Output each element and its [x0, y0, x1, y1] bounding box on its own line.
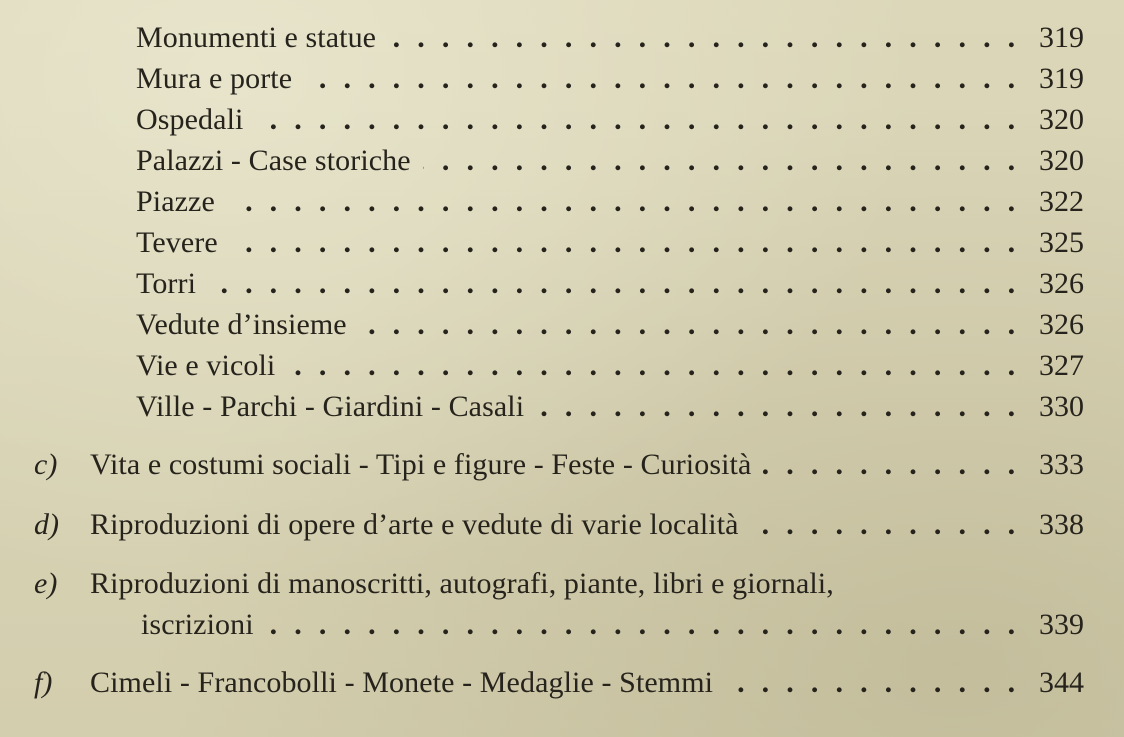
entry-title: Ville - Parchi - Giardini - Casali — [136, 390, 525, 423]
toc-entry — [136, 266, 1084, 302]
page-number: 338 — [1039, 508, 1084, 541]
section-title: Cimeli - Francobolli - Monete - Medaglie - Stemmi — [90, 666, 714, 699]
section-title: Riproduzioni di manoscritti, autografi, piante, libri e giornali, — [90, 567, 834, 600]
toc-entry — [136, 225, 1084, 261]
page-number: 326 — [1039, 267, 1084, 300]
toc-entry — [136, 102, 1084, 138]
entry-title: Palazzi - Case storiche — [136, 144, 411, 177]
page-number: 320 — [1039, 103, 1084, 136]
toc-entry — [136, 348, 1084, 384]
entry-title: Monumenti e statue — [136, 21, 377, 54]
dot-leader — [230, 225, 1020, 261]
toc-section-f — [34, 665, 1084, 701]
section-letter: d) — [34, 508, 59, 541]
toc-entry — [136, 143, 1084, 179]
toc-entry — [136, 307, 1084, 343]
dot-leader — [266, 607, 1020, 643]
toc-entry — [136, 389, 1084, 425]
entry-title: Torri — [136, 267, 197, 300]
toc-section-d — [34, 507, 1084, 543]
toc-section-e-continuation — [141, 607, 1084, 643]
dot-leader — [208, 266, 1020, 302]
section-title-continuation: iscrizioni — [141, 608, 254, 641]
section-letter: e) — [34, 567, 58, 600]
toc-section-c — [34, 447, 1084, 483]
page-number: 320 — [1039, 144, 1084, 177]
toc-entry — [136, 20, 1084, 56]
section-title: Vita e costumi sociali - Tipi e figure - Feste - Curiosità — [90, 448, 752, 481]
entry-title: Mura e porte — [136, 62, 293, 95]
page-number: 325 — [1039, 226, 1084, 259]
dot-leader — [423, 143, 1020, 179]
page-number: 327 — [1039, 349, 1084, 382]
dot-leader — [304, 61, 1020, 97]
entry-title: Ospedali — [136, 103, 244, 136]
page-number: 319 — [1039, 62, 1084, 95]
page-number: 319 — [1039, 21, 1084, 54]
dot-leader — [388, 20, 1020, 56]
section-letter: f) — [34, 666, 53, 699]
dot-leader — [763, 447, 1020, 483]
dot-leader — [751, 507, 1020, 543]
section-title: Riproduzioni di opere d’arte e vedute di varie località — [90, 508, 739, 541]
page-number: 326 — [1039, 308, 1084, 341]
toc-entry — [136, 184, 1084, 220]
page-number: 330 — [1039, 390, 1084, 423]
page-number: 344 — [1039, 666, 1084, 699]
page-number: 322 — [1039, 185, 1084, 218]
entry-title: Piazze — [136, 185, 215, 218]
toc-entry — [136, 61, 1084, 97]
page-number: 339 — [1039, 608, 1084, 641]
toc-section-e — [34, 566, 1084, 602]
dot-leader — [359, 307, 1020, 343]
page-number: 333 — [1039, 448, 1084, 481]
dot-leader — [725, 665, 1020, 701]
section-letter: c) — [34, 448, 58, 481]
entry-title: Vedute d’insieme — [136, 308, 347, 341]
dot-leader — [536, 389, 1020, 425]
entry-title: Vie e vicoli — [136, 349, 276, 382]
dot-leader — [287, 348, 1020, 384]
dot-leader — [227, 184, 1020, 220]
dot-leader — [255, 102, 1020, 138]
entry-title: Tevere — [136, 226, 218, 259]
